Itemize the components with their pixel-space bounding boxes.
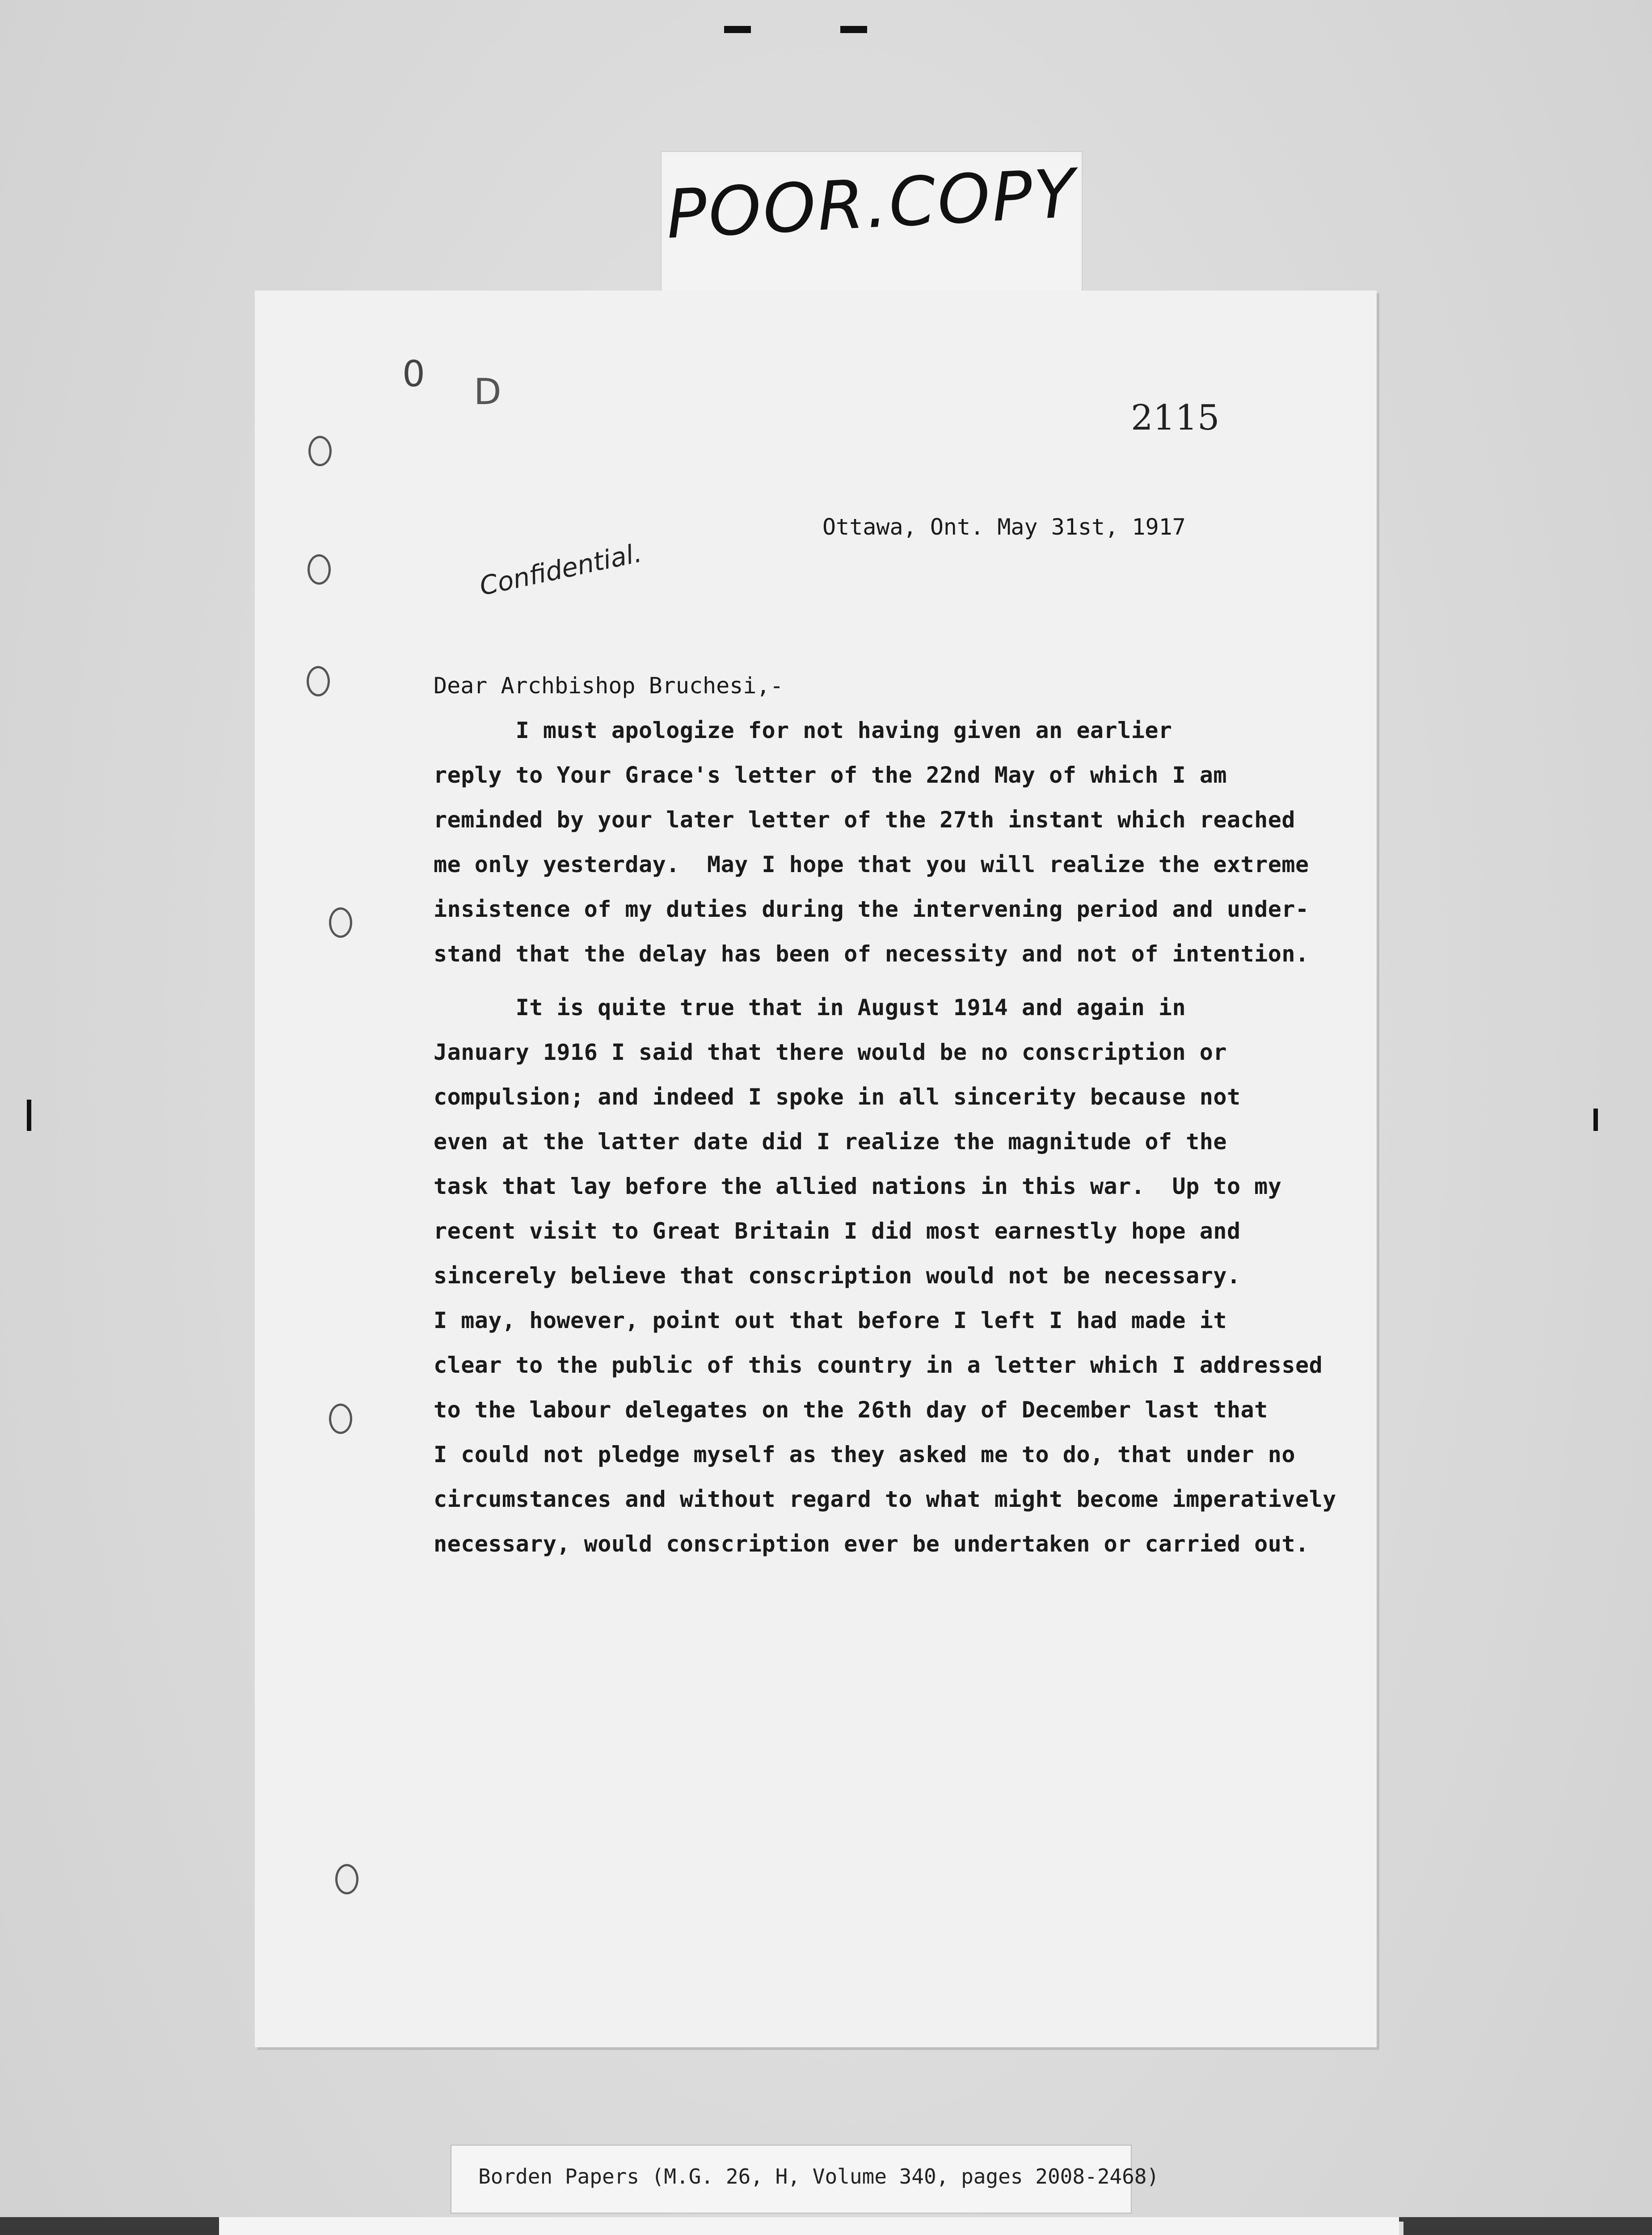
letter-line: recent visit to Great Britain I did most earnestly hope and: [434, 1218, 1241, 1244]
letter-line: circumstances and without regard to what might become imperatively: [434, 1486, 1336, 1512]
letter-line: reply to Your Grace's letter of the 22nd May of which I am: [434, 762, 1227, 788]
archives-card: [219, 2217, 1399, 2235]
letter-line: I must apologize for not having given an earlier: [434, 717, 1172, 743]
letter-line: to the labour delegates on the 26th day of December last that: [434, 1397, 1268, 1423]
page-number: 2115: [1131, 398, 1220, 438]
letter-line: insistence of my duties during the intervening period and under-: [434, 896, 1309, 922]
letter-sheet: [255, 291, 1377, 2047]
letter-date: Ottawa, Ont. May 31st, 1917: [822, 514, 1186, 540]
poor-copy-label: POOR.COPY: [664, 155, 1079, 254]
collection-caption: Borden Papers (M.G. 26, H, Volume 340, pages 2008-2468): [478, 2164, 1159, 2189]
film-mark: [724, 26, 751, 33]
letter-line: I could not pledge myself as they asked me to do, that under no: [434, 1442, 1295, 1468]
letter-line: clear to the public of this country in a letter which I addressed: [434, 1352, 1323, 1378]
letter-line: task that lay before the allied nations in this war. Up to my: [434, 1173, 1282, 1199]
letter-line: It is quite true that in August 1914 and again in: [434, 995, 1186, 1021]
caption-slip: [451, 2146, 1159, 2213]
salutation: Dear Archbishop Bruchesi,-: [434, 673, 784, 699]
letter-line: reminded by your later letter of the 27th instant which reached: [434, 807, 1295, 833]
letter-line: me only yesterday. May I hope that you will realize the extreme: [434, 852, 1309, 877]
letter-line: stand that the delay has been of necessity and not of intention.: [434, 941, 1309, 967]
letter-line: even at the latter date did I realize the magnitude of the: [434, 1129, 1227, 1155]
confidential-stamp: Confidential.: [476, 537, 645, 602]
letter-line: January 1916 I said that there would be no conscription or: [434, 1039, 1227, 1065]
film-mark: [840, 26, 867, 33]
margin-mark: D: [474, 371, 502, 413]
film-edge-tick: [27, 1100, 31, 1131]
letter-line: I may, however, point out that before I left I had made it: [434, 1307, 1227, 1333]
poor-copy-slip: [662, 152, 1082, 291]
letter-body: [255, 291, 1377, 2047]
letter-line: sincerely believe that conscription would not be necessary.: [434, 1263, 1241, 1289]
letter-line: necessary, would conscription ever be undertaken or carried out.: [434, 1531, 1309, 1557]
film-edge-tick: [1593, 1109, 1598, 1131]
letter-line: compulsion; and indeed I spoke in all sincerity because not: [434, 1084, 1241, 1110]
margin-mark: 0: [402, 353, 425, 395]
